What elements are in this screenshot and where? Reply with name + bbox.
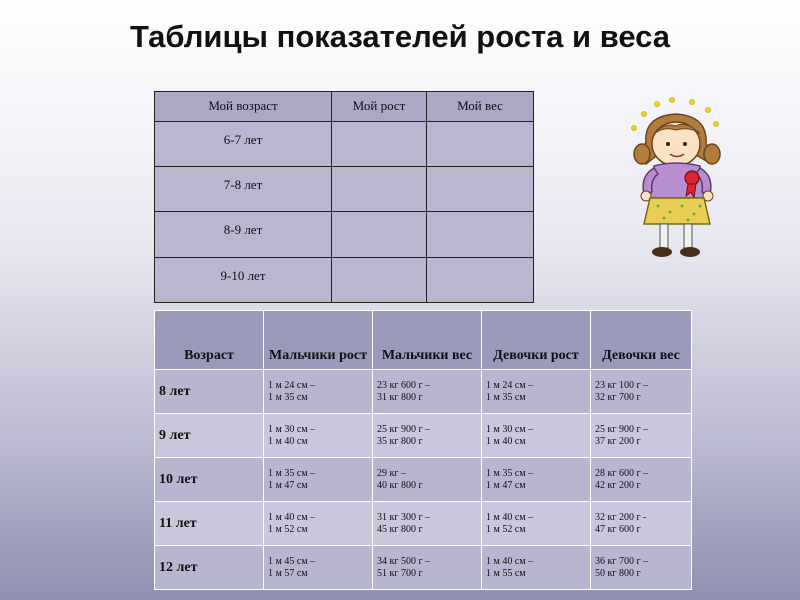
table-row [155,167,534,212]
age-cell: 9-10 лет [155,257,332,302]
girls-weight-cell: 25 кг 900 г – 37 кг 200 г [591,414,692,458]
weight-cell[interactable] [427,121,534,166]
boys-weight-cell: 31 кг 300 г – 45 кг 800 г [373,502,482,546]
age-cell: 7-8 лет [155,167,332,212]
header-boys-weight: Мальчики вес [373,311,482,370]
header-boys-height: Мальчики рост [264,311,373,370]
age-cell: 9 лет [155,414,264,458]
table-header-row [155,92,534,122]
girls-weight-cell: 32 кг 200 г - 47 кг 600 г [591,502,692,546]
girls-weight-cell: 23 кг 100 г – 32 кг 700 г [591,370,692,414]
weight-cell[interactable] [427,257,534,302]
header-my-age: Мой возраст [155,92,332,122]
boys-weight-cell: 34 кг 500 г – 51 кг 700 г [373,546,482,590]
girls-height-cell: 1 м 24 см – 1 м 35 см [482,370,591,414]
table-row [155,257,534,302]
height-cell[interactable] [332,212,427,257]
girl-with-medal-icon [624,96,730,266]
table-row [155,212,534,257]
age-cell: 8 лет [155,370,264,414]
boys-height-cell: 1 м 35 см – 1 м 47 см [264,458,373,502]
header-my-weight: Мой вес [427,92,534,122]
table-row [155,458,692,502]
girls-height-cell: 1 м 40 см – 1 м 52 см [482,502,591,546]
age-cell: 12 лет [155,546,264,590]
table-row [155,121,534,166]
boys-height-cell: 1 м 24 см – 1 м 35 см [264,370,373,414]
height-cell[interactable] [332,121,427,166]
girls-weight-cell: 36 кг 700 г – 50 кг 800 г [591,546,692,590]
girls-height-cell: 1 м 40 см – 1 м 55 см [482,546,591,590]
table-row [155,414,692,458]
boys-height-cell: 1 м 45 см – 1 м 57 см [264,546,373,590]
weight-cell[interactable] [427,167,534,212]
table-row [155,502,692,546]
boys-height-cell: 1 м 40 см – 1 м 52 см [264,502,373,546]
table-header-row [155,311,692,370]
age-cell: 8-9 лет [155,212,332,257]
weight-cell[interactable] [427,212,534,257]
boys-weight-cell: 29 кг – 40 кг 800 г [373,458,482,502]
table-row [155,370,692,414]
boys-weight-cell: 25 кг 900 г – 35 кг 800 г [373,414,482,458]
girls-height-cell: 1 м 30 см – 1 м 40 см [482,414,591,458]
header-my-height: Мой рост [332,92,427,122]
header-girls-height: Девочки рост [482,311,591,370]
girls-weight-cell: 28 кг 600 г – 42 кг 200 г [591,458,692,502]
header-girls-weight: Девочки вес [591,311,692,370]
age-cell: 6-7 лет [155,121,332,166]
table-row [155,546,692,590]
page-title: Таблицы показателей роста и веса [129,19,671,54]
norms-table [154,310,692,590]
header-age: Возраст [155,311,264,370]
girls-height-cell: 1 м 35 см – 1 м 47 см [482,458,591,502]
age-cell: 10 лет [155,458,264,502]
height-cell[interactable] [332,167,427,212]
boys-weight-cell: 23 кг 600 г – 31 кг 800 г [373,370,482,414]
height-cell[interactable] [332,257,427,302]
boys-height-cell: 1 м 30 см – 1 м 40 см [264,414,373,458]
age-cell: 11 лет [155,502,264,546]
my-growth-table [154,91,534,303]
